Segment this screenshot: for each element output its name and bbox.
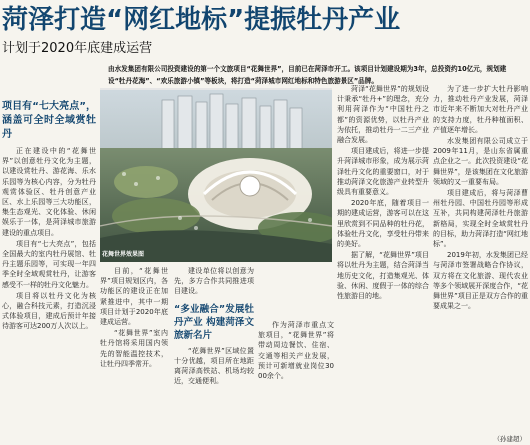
paragraph: 2020年底，随着项目一期的建成运营，游客可以在这里欣赏到不同品种的牡丹花，体验牡丹文化，享受牡丹带来的美好。 (337, 199, 429, 249)
photo-caption: 花舞世界效果图 (102, 251, 145, 258)
paragraph: “花舞世界”室内牡丹馆将采用国内领先的智能温控技术，让牡丹四季常开。 (100, 329, 168, 368)
paragraph: 项目有“七大亮点”，包括全国最大的室内牡丹展馆、牡丹主题乐园等，可实现一年四季全时全域观赏牡丹，让游客感受不一样的牡丹文化魅力。 (2, 239, 96, 289)
paragraph: 水发集团有限公司成立于2009年11月，是山东省属重点企业之一。此次投资建设“花舞世界”，是该集团在文化旅游领域的又一重要布局。 (433, 137, 528, 186)
paragraph: 2019年初，水发集团已经与菏泽市签署战略合作协议，双方将在文化旅游、现代农业等多个领域展开深度合作，“花舞世界”项目正是双方合作的重要成果之一。 (433, 251, 528, 311)
paragraph: 项目建成后，将与菏泽曹州牡丹园、中国牡丹园等形成互补，共同构建菏泽牡丹旅游新格局，实现全时全域赏牡丹的目标，助力菏泽打造“网红地标”。 (433, 189, 528, 249)
paragraph: 菏泽“花舞世界”的规划设计秉承“牡丹+”的理念，充分利用菏泽作为“中国牡丹之都”的资源优势，以牡丹产业为依托，推动牡丹一二三产业融合发展。 (337, 85, 429, 145)
article-column-2 (100, 266, 168, 445)
headline: 菏泽打造“网红地标”提振牡丹产业 (2, 5, 401, 35)
paragraph: 据了解，“花舞世界”项目将以牡丹为主题，结合菏泽当地历史文化，打造集观光、体验、休闲、度假于一体的综合性旅游目的地。 (337, 251, 429, 301)
article-column-3 (174, 266, 254, 445)
article-column-4 (258, 320, 334, 445)
section-heading: “多业融合”发展牡丹产业 构建菏泽文旅新名片 (174, 303, 254, 341)
paragraph: 作为菏泽市重点文旅项目，“花舞世界”将带动周边餐饮、住宿、交通等相关产业发展，预计可新增就业岗位3000余个。 (258, 321, 334, 381)
lead-paragraph: 由水发集团有限公司投资建设的第一个文旅项目“花舞世界”，目前已在菏泽市开工。该项目计划建设期为3年，总投资约10亿元，规划建设“牡丹花海”、“欢乐旅游小镇”等板块，将打造“菏泽城市网红地标和特色旅游景区”品牌。 (108, 65, 507, 85)
paragraph: 建设单位将以创意为先，多方合作共同推进项目建设。 (174, 267, 254, 296)
subtitle: 计划于2020年底建成运营 (2, 41, 153, 56)
paragraph: 项目将以牡丹文化为核心，融合科技元素，打造沉浸式体验项目，建成后预计年接待游客可达200万人次以上。 (2, 291, 96, 331)
paragraph: 目前，“花舞世界”项目规划区内，各功能区的建设正在加紧推进中，其中一期项目计划于2020年底建成运营。 (100, 267, 168, 327)
paragraph: “花舞世界”区域位置十分优越，项目所在地距离菏泽高铁站、机场均较近，交通便利。 (174, 346, 254, 386)
paragraph: 正在建设中的“花舞世界”以创意牡丹文化为主题，以建设赏牡丹、游花海、乐水乐园等为核心内容，分为牡丹观赏体验区、牡丹创意产业区、水上乐园等三大功能区，集生态观光、文化体验、休闲娱乐于一体，是菏泽城市旅游建设的重点项目。 (2, 147, 96, 237)
article-column-6 (433, 84, 528, 445)
paragraph: 为了进一步扩大牡丹影响力，推动牡丹产业发展，菏泽市近年来不断加大对牡丹产业的支持力度，牡丹种植面积、产值逐年增长。 (433, 85, 528, 134)
section-heading: 项目有“七大亮点”，涵盖可全时全域赏牡丹 (2, 101, 96, 140)
author-byline: （孙建超） (493, 435, 526, 443)
city-rendering-image (100, 88, 332, 262)
article-column-1 (2, 100, 96, 445)
rendering-photo (100, 88, 332, 262)
article-column-5 (337, 84, 429, 445)
paragraph: 项目建成后，将进一步提升菏泽城市形象，成为展示菏泽牡丹文化的重要窗口，对于推动菏泽文化旅游产业转型升级具有重要意义。 (337, 147, 429, 197)
